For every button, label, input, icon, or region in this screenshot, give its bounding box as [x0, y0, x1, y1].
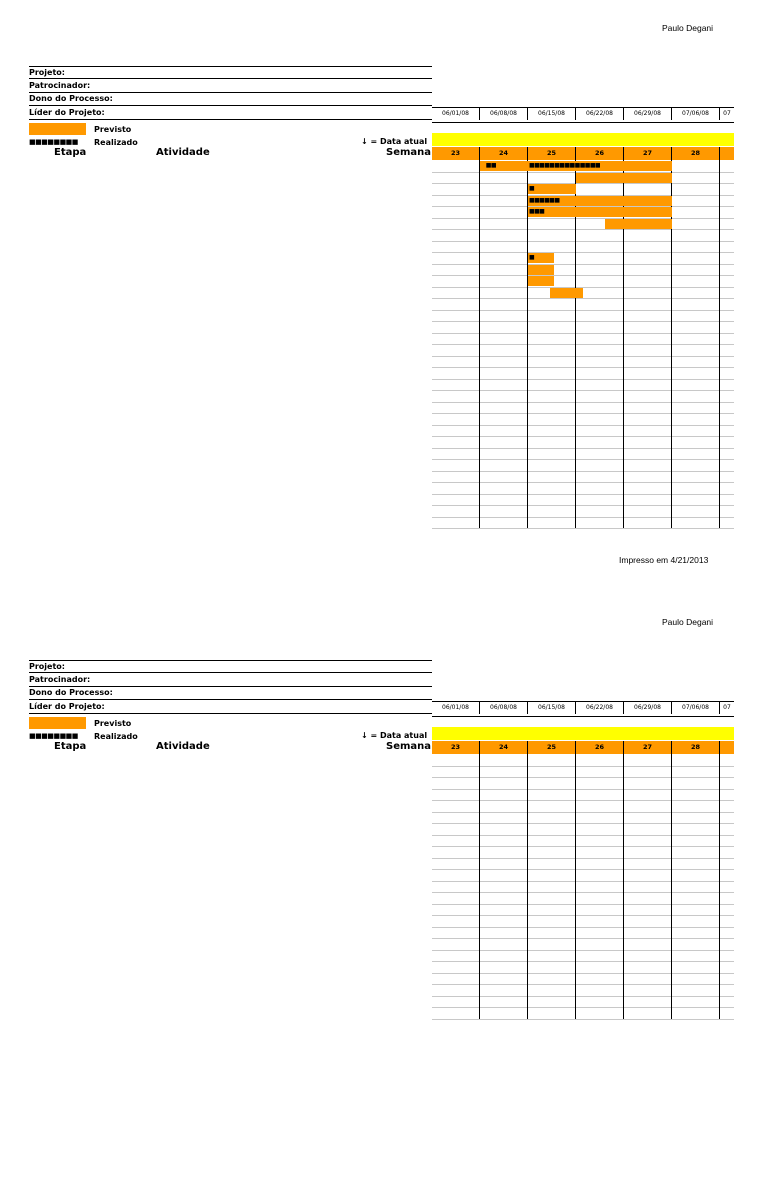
grid-row-line: [432, 448, 734, 449]
header-atividade: Atividade: [156, 741, 210, 752]
grid-row-line: [432, 310, 734, 311]
grid-row-line: [432, 321, 734, 322]
grid-row-line: [432, 367, 734, 368]
grid-row-line: [432, 183, 734, 184]
field-lider-projeto: Líder do Projeto:: [29, 701, 432, 714]
current-date-legend: ↓ = Data atual: [361, 731, 428, 740]
planned-bar: [605, 219, 672, 229]
field-projeto: Projeto:: [29, 66, 432, 79]
grid-row-line: [432, 471, 734, 472]
author-name: Paulo Degani: [662, 23, 714, 33]
grid-row-line: [432, 298, 734, 299]
legend-planned-label: Previsto: [94, 125, 132, 134]
grid-row-line: [432, 777, 734, 778]
grid-row-line: [432, 823, 734, 824]
week-dates-row: [432, 107, 734, 123]
grid-row-line: [432, 961, 734, 962]
grid-row-line: [432, 528, 734, 529]
date-cell: 07: [723, 110, 731, 117]
grid-row-line: [432, 229, 734, 230]
grid-row-line: [432, 892, 734, 893]
actual-progress: ■■■■■■■■■■■■■■: [529, 162, 600, 169]
grid-week-line: [719, 754, 720, 1019]
week-cell: 25: [528, 741, 576, 754]
header-semana: Semana: [386, 147, 432, 158]
grid-row-line: [432, 390, 734, 391]
grid-row-line: [432, 459, 734, 460]
grid-week-line: [623, 754, 624, 1019]
planned-bar: [528, 276, 554, 286]
grid-row-line: [432, 241, 734, 242]
date-cell: 07: [723, 704, 731, 711]
grid-week-line: [479, 160, 480, 528]
date-cell: 06/08/08: [480, 702, 528, 714]
grid-row-line: [432, 264, 734, 265]
grid-row-line: [432, 436, 734, 437]
week-cell: [720, 741, 734, 754]
grid-week-line: [671, 754, 672, 1019]
week-cell: 27: [624, 741, 672, 754]
date-cell: 07/06/08: [672, 108, 720, 120]
field-lider-projeto: Líder do Projeto:: [29, 107, 432, 120]
week-dates-row: [432, 701, 734, 717]
grid-row-line: [432, 984, 734, 985]
week-cell: 26: [576, 741, 624, 754]
week-cell: [720, 147, 734, 160]
actual-progress: ■: [529, 254, 535, 261]
date-cell: 06/29/08: [624, 108, 672, 120]
gantt-grid: [432, 160, 734, 529]
week-cell: 28: [672, 147, 720, 160]
grid-week-line: [719, 160, 720, 528]
grid-row-line: [432, 766, 734, 767]
current-date-bar: [432, 133, 734, 146]
week-cell: 24: [480, 147, 528, 160]
field-projeto: Projeto:: [29, 660, 432, 673]
field-dono-processo: Dono do Processo:: [29, 93, 432, 106]
week-numbers-row: [432, 147, 734, 160]
legend-actual-label: Realizado: [94, 138, 138, 147]
date-cell: 06/22/08: [576, 108, 624, 120]
field-patrocinador: Patrocinador:: [29, 80, 432, 93]
grid-week-line: [527, 754, 528, 1019]
gantt-grid: [432, 754, 734, 1024]
actual-progress: ■■: [485, 162, 496, 169]
legend-actual-marker: ■■■■■■■■: [29, 732, 78, 740]
week-cell: 23: [432, 741, 480, 754]
grid-row-line: [432, 425, 734, 426]
header-etapa: Etapa: [54, 147, 87, 158]
legend-planned-swatch: [29, 123, 86, 135]
grid-row-line: [432, 938, 734, 939]
week-numbers-row: [432, 741, 734, 754]
author-name: Paulo Degani: [662, 617, 714, 627]
week-cell: 25: [528, 147, 576, 160]
actual-progress: ■: [529, 185, 535, 192]
grid-row-line: [432, 482, 734, 483]
grid-row-line: [432, 1019, 734, 1020]
grid-row-line: [432, 789, 734, 790]
grid-row-line: [432, 218, 734, 219]
date-cell: 06/08/08: [480, 108, 528, 120]
grid-row-line: [432, 846, 734, 847]
date-cell: 06/22/08: [576, 702, 624, 714]
print-page-2: [0, 594, 768, 1188]
grid-row-line: [432, 858, 734, 859]
header-semana: Semana: [386, 741, 432, 752]
grid-row-line: [432, 344, 734, 345]
grid-row-line: [432, 835, 734, 836]
grid-row-line: [432, 1007, 734, 1008]
grid-row-line: [432, 881, 734, 882]
grid-week-line: [479, 754, 480, 1019]
date-cell: 07/06/08: [672, 702, 720, 714]
grid-week-line: [575, 754, 576, 1019]
legend-actual-label: Realizado: [94, 732, 138, 741]
grid-row-line: [432, 915, 734, 916]
grid-row-line: [432, 800, 734, 801]
week-cell: 27: [624, 147, 672, 160]
grid-row-line: [432, 402, 734, 403]
field-dono-processo: Dono do Processo:: [29, 687, 432, 700]
planned-bar: [550, 288, 584, 298]
date-cell: 06/01/08: [432, 702, 480, 714]
actual-progress: ■■■: [529, 208, 545, 215]
planned-bar: [528, 207, 672, 217]
week-cell: 24: [480, 741, 528, 754]
week-cell: 28: [672, 741, 720, 754]
grid-row-line: [432, 275, 734, 276]
grid-row-line: [432, 869, 734, 870]
week-cell: 26: [576, 147, 624, 160]
date-cell: 06/15/08: [528, 108, 576, 120]
date-cell: 06/01/08: [432, 108, 480, 120]
grid-row-line: [432, 927, 734, 928]
current-date-bar: [432, 727, 734, 740]
legend-planned-label: Previsto: [94, 719, 132, 728]
grid-row-line: [432, 252, 734, 253]
grid-row-line: [432, 494, 734, 495]
field-patrocinador: Patrocinador:: [29, 674, 432, 687]
grid-row-line: [432, 904, 734, 905]
current-date-legend: ↓ = Data atual: [361, 137, 428, 146]
planned-bar: [576, 173, 672, 183]
grid-row-line: [432, 333, 734, 334]
date-cell: 06/15/08: [528, 702, 576, 714]
grid-row-line: [432, 973, 734, 974]
grid-row-line: [432, 812, 734, 813]
grid-row-line: [432, 505, 734, 506]
legend-planned-swatch: [29, 717, 86, 729]
grid-row-line: [432, 356, 734, 357]
header-etapa: Etapa: [54, 741, 87, 752]
printed-date: Impresso em 4/21/2013: [619, 555, 709, 565]
grid-row-line: [432, 517, 734, 518]
actual-progress: ■■■■■■: [529, 196, 560, 204]
grid-row-line: [432, 996, 734, 997]
date-cell: 06/29/08: [624, 702, 672, 714]
week-cell: 23: [432, 147, 480, 160]
header-atividade: Atividade: [156, 147, 210, 158]
grid-row-line: [432, 950, 734, 951]
grid-row-line: [432, 379, 734, 380]
planned-bar: [528, 265, 554, 275]
planned-bar: [528, 184, 576, 194]
legend-actual-marker: ■■■■■■■■: [29, 138, 78, 146]
grid-row-line: [432, 413, 734, 414]
